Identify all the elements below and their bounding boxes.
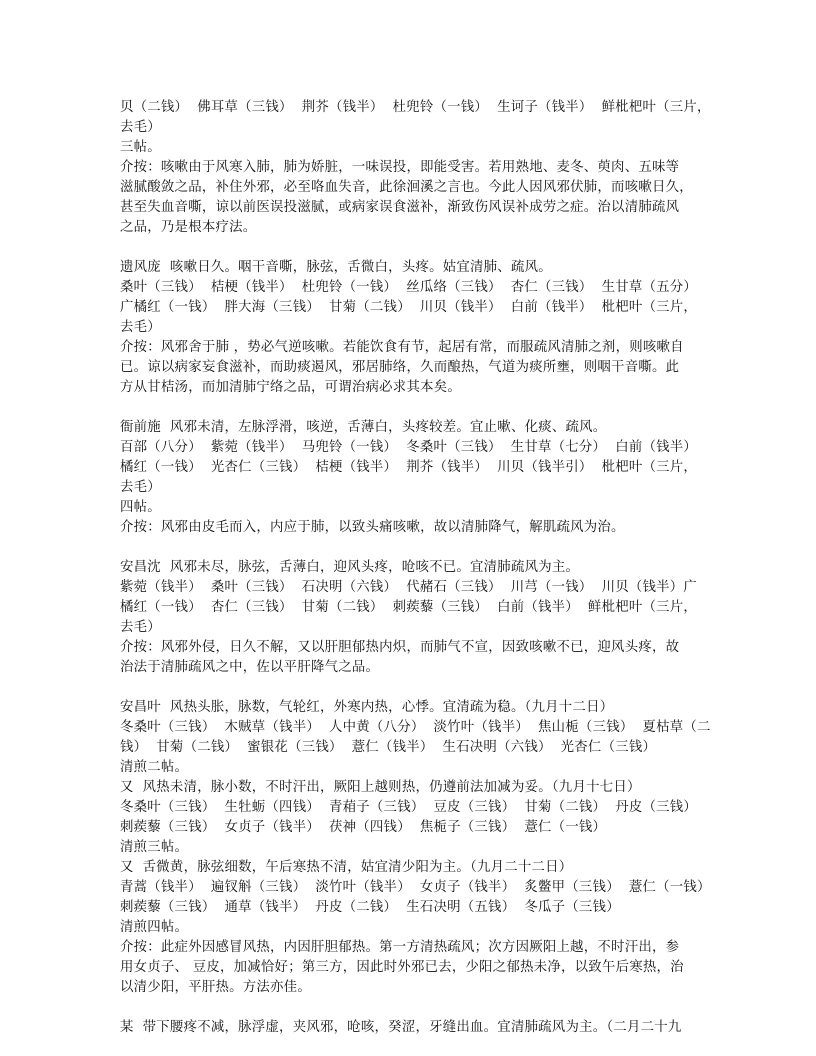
text-line: 清煎四帖。 [120,920,189,935]
text-line: 介按：此症外因感冒风热，内因肝胆郁热。第一方清热疏风；次方因厥阳上越，不时汗出，参 [120,940,680,955]
text-line: 四帖。 [120,500,161,515]
text-line: 三帖。 [120,140,161,155]
text-line: 清煎二帖。 [120,760,189,775]
text-line: 清煎三帖。 [120,840,189,855]
text-line: 橘红（一钱） 杏仁（三钱） 甘菊（二钱） 刺蒺藜（三钱） 白前（钱半） 鲜枇杷叶（三片， [120,600,698,615]
text-line: 安昌叶 风热头胀，脉数，气轮红，外寒内热，心悸。宜清疏为稳。（九月十二日） [120,700,614,715]
paragraph-gap [120,538,705,558]
text-line: 去毛） [120,480,161,495]
text-line: 遗风庞 咳嗽日久。咽干音嘶，脉弦，舌微白，头疼。姑宜清肺、疏风。 [120,260,552,275]
text-line: 桑叶（三钱） 桔梗（钱半） 杜兜铃（一钱） 丝瓜络（三钱） 杏仁（三钱） 生甘草（五分） [120,280,698,295]
text-line: 刺蒺藜（三钱） 女贞子（钱半） 茯神（四钱） 焦栀子（三钱） 薏仁（一钱） [120,820,607,835]
paragraph-gap [120,998,705,1018]
text-line: 介按：风邪由皮毛而入，内应于肺，以致头痛咳嗽，故以清肺降气，解肌疏风为治。 [120,520,625,535]
text-line: 橘红（一钱） 光杏仁（三钱） 桔梗（钱半） 荆芥（钱半） 川贝（钱半引） 枇杷叶（三片， [120,460,698,475]
text-line: 衙前施 风邪未清，左脉浮滑，咳逆，舌薄白，头疼较差。宜止嗽、化痰、疏风。 [120,420,607,435]
text-line: 之品，乃是根本疗法。 [120,220,257,235]
text-line: 已。谅以病家妄食滋补，而助痰遏风，邪居肺络，久而酿热，气道为痰所壅，则咽干音嘶。此 [120,360,680,375]
text-line: 冬桑叶（三钱） 生牡蛎（四钱） 青葙子（三钱） 豆皮（三钱） 甘菊（二钱） 丹皮（三钱） [120,800,698,815]
text-line: 又 舌微黄，脉弦细数，午后寒热不清，姑宜清少阳为主。（九月二十二日） [120,860,573,875]
text-line: 安昌沈 风邪未尽，脉弦，舌薄白，迎风头疼，呛咳不已。宜清肺疏风为主。 [120,560,580,575]
text-line: 介按：咳嗽由于风寒入肺，肺为娇脏，一味误投，即能受害。若用熟地、麦冬、萸肉、五味等 [120,160,680,175]
text-line: 广橘红（一钱） 胖大海（三钱） 甘菊（二钱） 川贝（钱半） 白前（钱半） 枇杷叶（三片， [120,300,698,315]
paragraph-gap [120,398,705,418]
text-line: 去毛） [120,620,161,635]
text-line: 去毛） [120,120,161,135]
text-line: 以清少阳，平肝热。方法亦佳。 [120,980,311,995]
text-line: 贝（二钱） 佛耳草（三钱） 荆芥（钱半） 杜兜铃（一钱） 生诃子（钱半） 鲜枇杷叶（三片， [120,100,711,115]
paragraph-gap [120,678,705,698]
text-line: 方从甘桔汤，而加清肺宁络之品，可谓治病必求其本矣。 [120,380,462,395]
document-text [120,98,711,1038]
text-line: 介按：风邪舍于肺 ，势必气逆咳嗽。若能饮食有节，起居有常，而服疏风清肺之剂，则咳嗽自 [120,340,684,355]
text-line: 甚至失血音嘶，谅以前医误投滋腻，或病家误食滋补，渐致伤风误补成劳之症。治以清肺疏风 [120,200,680,215]
text-line: 去毛） [120,320,161,335]
text-line: 冬桑叶（三钱） 木贼草（钱半） 人中黄（八分） 淡竹叶（钱半） 焦山栀（三钱） 夏枯草（二 [120,720,711,735]
text-line: 介按：风邪外侵，日久不解，又以肝胆郁热内炽，而肺气不宣，因致咳嗽不已，迎风头疼，故 [120,640,680,655]
text-line: 百部（八分） 紫菀（钱半） 马兜铃（一钱） 冬桑叶（三钱） 生甘草（七分） 白前（钱半） [120,440,698,455]
text-line: 青蒿（钱半） 遍钗斛（三钱） 淡竹叶（钱半） 女贞子（钱半） 炙鳖甲（三钱） 薏仁（一钱） [120,880,711,895]
text-line: 又 风热未清，脉小数，不时汗出，厥阳上越则热，仍遵前法加减为妥。（九月十七日） [120,780,641,795]
text-line: 刺蒺藜（三钱） 通草（钱半） 丹皮（二钱） 生石决明（五钱） 冬瓜子（三钱） [120,900,620,915]
text-line: 用女贞子、 豆皮，加减恰好；第三方，因此时外邪已去，少阳之郁热未净，以致午后寒热，治 [120,960,684,975]
text-line: 治法于清肺疏风之中，佐以平肝降气之品。 [120,660,380,675]
text-line: 滋腻酸敛之品，补住外邪，必至咯血失音，此徐洄溪之言也。今此人因风邪伏肺，而咳嗽日久， [120,180,693,195]
text-line: 钱） 甘菊（二钱） 蜜银花（三钱） 薏仁（钱半） 生石决明（六钱） 光杏仁（三钱） [120,740,657,755]
text-line: 紫菀（钱半） 桑叶（三钱） 石决明（六钱） 代赭石（三钱） 川芎（一钱） 川贝（钱半）广 [120,580,698,595]
paragraph-gap [120,238,705,258]
text-line: 某 带下腰疼不减，脉浮虚，夹风邪，呛咳，癸涩，牙缝出血。宜清肺疏风为主。（二月二十九 [120,1020,682,1035]
